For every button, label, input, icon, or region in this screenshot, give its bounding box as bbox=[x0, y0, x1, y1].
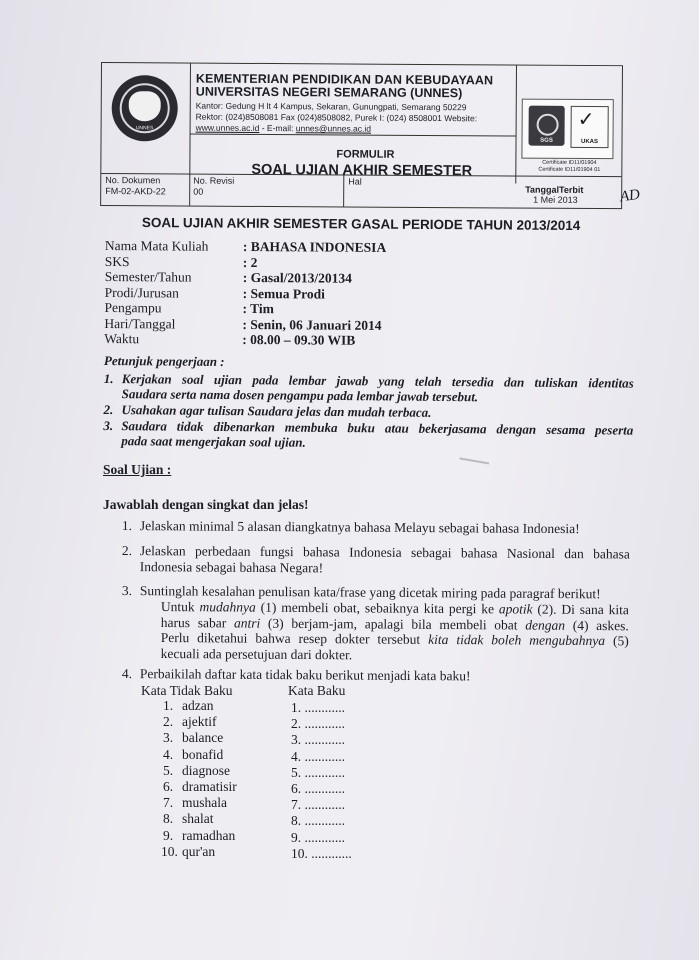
question-text: Jelaskan minimal 5 alasan diangkatnya bahasa Melayu sebagai bahasa Indonesia! bbox=[139, 518, 580, 537]
instruction-item bbox=[104, 371, 634, 406]
sgs-badge-label: SGS bbox=[540, 137, 553, 144]
instruction-number: 2. bbox=[103, 401, 114, 418]
column-header-nonstandard: Kata Tidak Baku bbox=[141, 683, 233, 698]
italic-word: antri bbox=[233, 615, 261, 631]
document-header bbox=[100, 62, 623, 209]
info-value: : Tim bbox=[242, 300, 274, 317]
paragraph-line: kecuali ada persetujuan dari dokter. bbox=[160, 645, 353, 662]
info-value: : Gasal/2013/20134 bbox=[242, 269, 352, 286]
email-label: - E-mail: bbox=[259, 122, 296, 134]
exam-title: SOAL UJIAN AKHIR SEMESTER GASAL PERIODE TAHUN 2013/2014 bbox=[141, 215, 581, 234]
revision-label: No. Revisi bbox=[193, 175, 235, 186]
paragraph-line: Untuk mudahnya (1) membeli obat, sebaiknya kita pergi ke apotik (2). Di sana kita bbox=[160, 599, 629, 618]
info-value: : Semua Prodi bbox=[242, 285, 325, 302]
word-number: 9. bbox=[163, 827, 174, 843]
italic-word: apotik bbox=[498, 601, 533, 617]
doc-number: FM-02-AKD-22 bbox=[105, 186, 166, 197]
answer-blank[interactable]: 4. ............ bbox=[291, 748, 345, 764]
question-number: 1. bbox=[121, 518, 133, 534]
question-number: 3. bbox=[121, 583, 133, 599]
issue-date: 1 Mei 2013 bbox=[533, 194, 578, 205]
info-value: : 08.00 – 09.30 WIB bbox=[242, 331, 356, 348]
instruction-line: Kerjakan soal ujian pada lembar jawab yang telah tersedia dan tuliskan identitas bbox=[121, 371, 634, 391]
instruction-line: Saudara tidak dibenarkan membuka buku atau bekerjasama dengan sesama peserta bbox=[121, 418, 634, 438]
nonstandard-word: diagnose bbox=[182, 762, 230, 778]
question-text: Indonesia sebagai bahasa Negara! bbox=[139, 559, 324, 576]
instruction-line: Saudara serta nama dosen pengampu pada lembar jawab tersebut. bbox=[121, 386, 479, 405]
italic-word: dengan bbox=[525, 617, 566, 633]
form-label: FORMULIR bbox=[336, 148, 395, 161]
question-number: 2. bbox=[121, 543, 133, 559]
certificate-number-1: Certificate ID11/01904 bbox=[542, 159, 597, 167]
handwritten-signature: AD bbox=[618, 186, 641, 206]
instruction-line: pada saat mengerjakan soal ujian. bbox=[121, 433, 306, 450]
answer-blank[interactable]: 8. ............ bbox=[291, 813, 345, 829]
doc-number-label: No. Dokumen bbox=[105, 175, 161, 186]
word-number: 1. bbox=[163, 698, 174, 713]
answer-blank[interactable]: 6. ............ bbox=[291, 781, 345, 796]
answer-blank[interactable]: 7. ............ bbox=[291, 797, 345, 813]
info-value: : BAHASA INDONESIA bbox=[242, 238, 387, 255]
word-number: 7. bbox=[163, 795, 174, 811]
nonstandard-word: bonafid bbox=[182, 746, 224, 762]
issue-date-label: TanggalTerbit bbox=[525, 184, 584, 195]
nonstandard-word: balance bbox=[182, 730, 224, 746]
sgs-badge-icon bbox=[528, 106, 564, 146]
question-number: 4. bbox=[121, 666, 133, 682]
nonstandard-word: ajektif bbox=[182, 714, 217, 730]
paragraph-line: harus sabar antri (3) berjam-jam, apalagi bila membeli obat dengan (4) askes. bbox=[160, 614, 629, 633]
nonstandard-word: qur'an bbox=[182, 843, 216, 859]
info-label: Nama Mata Kuliah bbox=[104, 238, 209, 254]
university-name: UNIVERSITAS NEGERI SEMARANG (UNNES) bbox=[195, 84, 463, 101]
instruction-number: 3. bbox=[103, 417, 114, 434]
certificate-number-2: Certificate ID11/01904 01 bbox=[538, 166, 601, 174]
nonstandard-word: mushala bbox=[182, 795, 227, 811]
info-label: Pengampu bbox=[104, 299, 162, 316]
page-label: Hal bbox=[348, 176, 362, 187]
word-number: 8. bbox=[163, 811, 174, 827]
info-label: Prodi/Jurusan bbox=[104, 284, 179, 301]
info-label: SKS bbox=[104, 253, 130, 269]
nonstandard-word: ramadhan bbox=[182, 827, 236, 843]
instruction-item bbox=[103, 418, 633, 453]
question-text: Suntinglah kesalahan penulisan kata/frase yang dicetak miring pada paragraf berikut! bbox=[139, 583, 601, 602]
answer-instruction: Jawablah dengan singkat dan jelas! bbox=[103, 497, 309, 512]
answer-blank[interactable]: 5. ............ bbox=[291, 764, 345, 780]
word-number: 2. bbox=[163, 714, 174, 730]
ministry-name: KEMENTERIAN PENDIDIKAN DAN KEBUDAYAAN bbox=[195, 71, 494, 88]
info-value: : Senin, 06 Januari 2014 bbox=[242, 316, 382, 333]
ukas-badge-label: UKAS bbox=[580, 138, 599, 146]
address-line-2: Rektor: (024)8508081 Fax (024)8508082, Purek I: (024) 8508001 Website: bbox=[195, 111, 478, 124]
italic-word: mudahnya bbox=[199, 599, 256, 615]
question-text: Perbaikilah daftar kata tidak baku berikut menjadi kata baku! bbox=[139, 666, 471, 684]
word-number: 10. bbox=[161, 843, 178, 859]
word-number: 4. bbox=[163, 746, 174, 762]
word-number: 3. bbox=[163, 730, 174, 746]
questions-heading: Soal Ujian : bbox=[103, 462, 172, 477]
word-number: 6. bbox=[163, 779, 174, 794]
question-3-paragraph bbox=[161, 599, 629, 664]
logo-text: UNNES bbox=[135, 125, 154, 132]
revision-number: 00 bbox=[193, 186, 204, 197]
word-number: 5. bbox=[163, 762, 174, 778]
instruction-line: Usahakan agar tulisan Saudara jelas dan mudah terbaca. bbox=[121, 402, 432, 420]
info-label: Waktu bbox=[104, 330, 140, 347]
contact-line bbox=[196, 123, 371, 134]
instruction-number: 1. bbox=[103, 370, 114, 387]
certification-badges bbox=[521, 99, 613, 160]
question-2 bbox=[122, 543, 630, 579]
instructions-heading: Petunjuk pengerjaan : bbox=[103, 353, 225, 370]
nonstandard-word: shalat bbox=[182, 811, 214, 827]
answer-blank[interactable]: 3. ............ bbox=[291, 732, 345, 748]
address-line-1: Kantor: Gedung H lt 4 Kampus, Sekaran, Gunungpati, Semarang 50229 bbox=[195, 100, 467, 113]
question-1 bbox=[122, 518, 630, 538]
form-title: SOAL UJIAN AKHIR SEMESTER bbox=[251, 161, 473, 180]
email-link[interactable]: unnes@unnes.ac.id bbox=[295, 123, 372, 134]
answer-blank[interactable]: 9. ............ bbox=[291, 829, 345, 845]
course-info bbox=[104, 238, 387, 348]
answer-blank[interactable]: 1. ............ bbox=[291, 700, 345, 715]
info-label: Hari/Tanggal bbox=[104, 315, 176, 331]
answer-blank[interactable]: 10. ............ bbox=[291, 845, 352, 861]
italic-word: kita tidak boleh mengubahnya bbox=[428, 631, 606, 649]
nonstandard-word: adzan bbox=[182, 698, 214, 713]
answer-blank[interactable]: 2. ............ bbox=[291, 716, 345, 732]
website-link[interactable]: www.unnes.ac.id bbox=[195, 122, 260, 133]
instructions bbox=[103, 353, 634, 454]
university-logo-icon bbox=[112, 75, 178, 141]
ukas-badge-icon: ✓ UKAS bbox=[570, 106, 608, 148]
question-text: Jelaskan perbedaan fungsi bahasa Indonesia sebagai bahasa Nasional dan bahasa bbox=[139, 543, 630, 562]
nonstandard-word: dramatisir bbox=[182, 779, 237, 794]
paragraph-line: Perlu diketahui bahwa resep dokter tersebut kita tidak boleh mengubahnya (5) bbox=[160, 629, 629, 649]
info-label: Semester/Tahun bbox=[104, 268, 192, 285]
column-header-standard: Kata Baku bbox=[288, 683, 346, 698]
info-value: : 2 bbox=[242, 254, 258, 270]
